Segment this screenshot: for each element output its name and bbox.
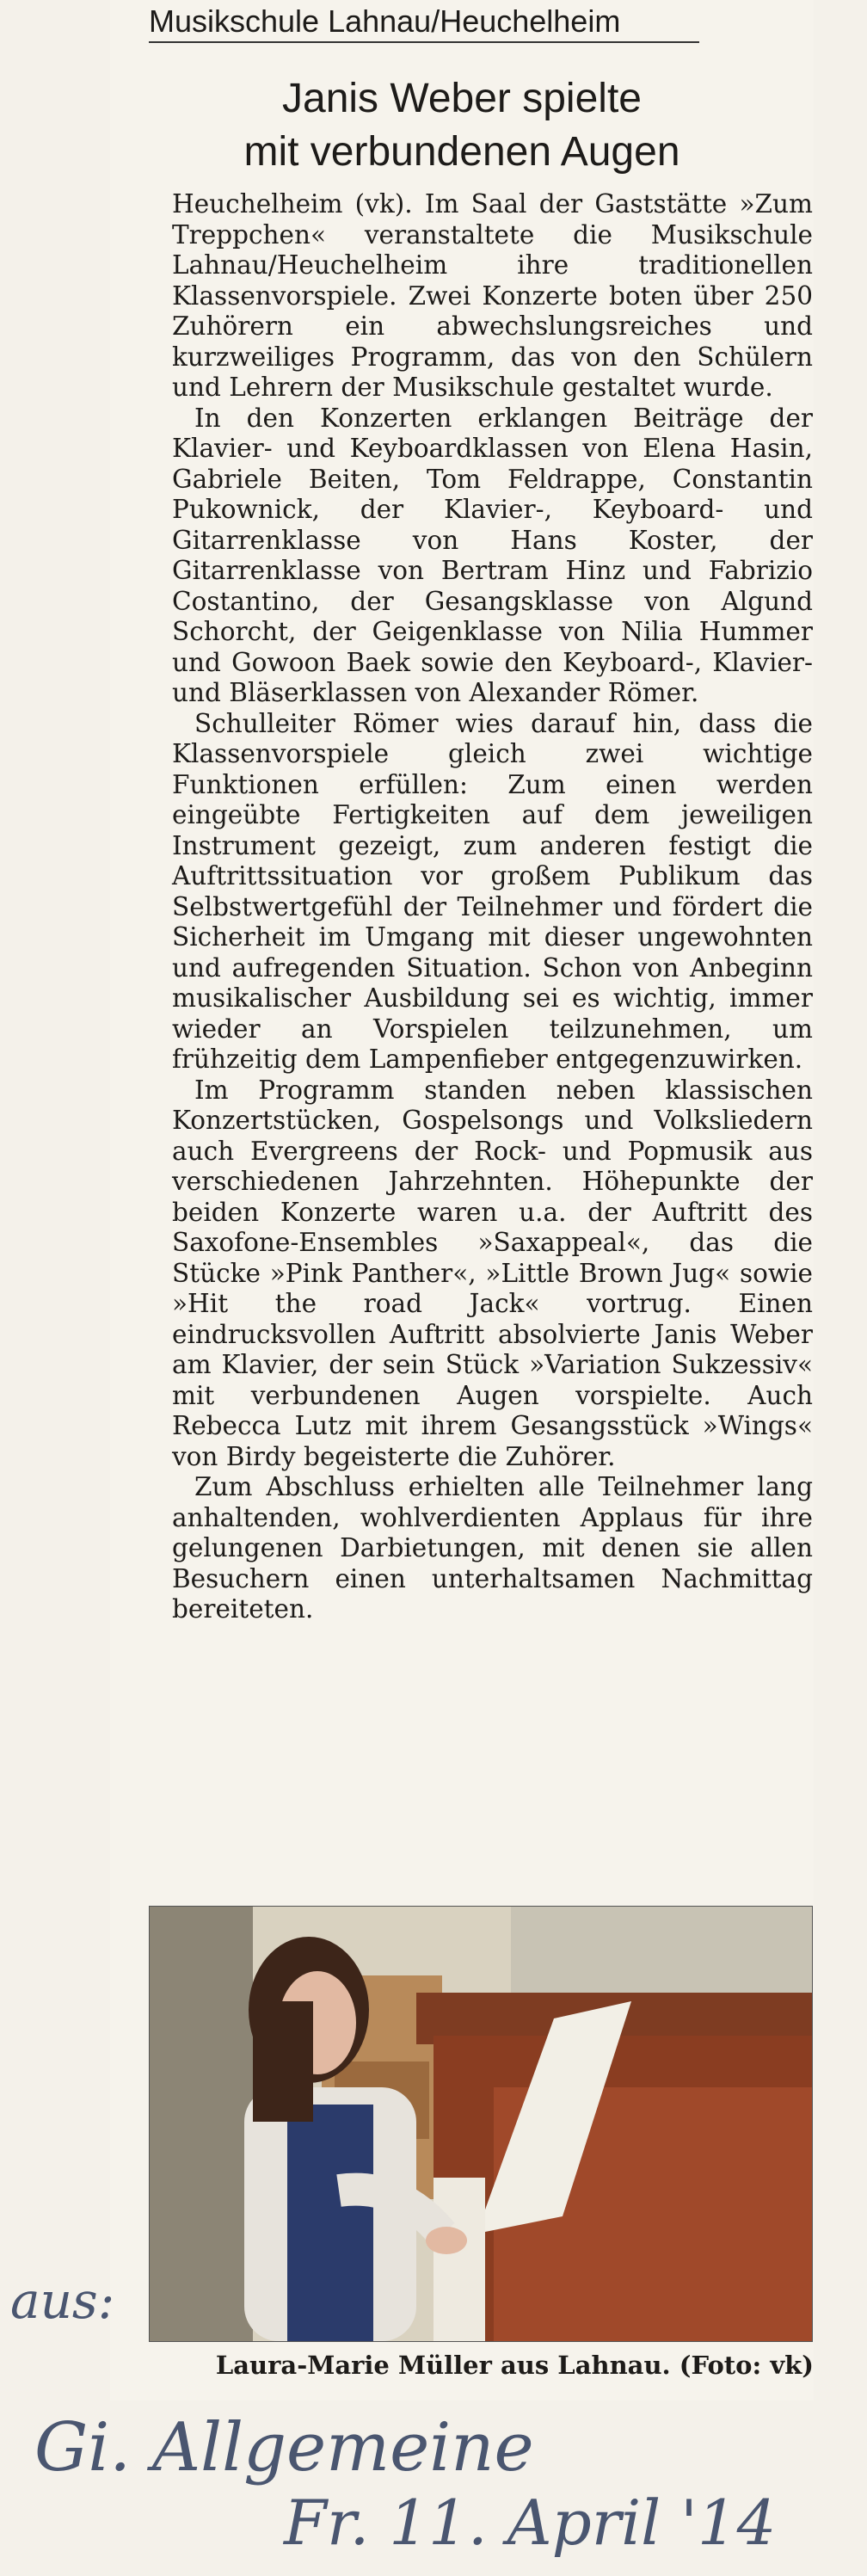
paragraph-5: Zum Abschluss erhielten alle Teilnehmer lang anhaltenden, wohlverdienten Applaus für ihre gelungenen Darbietungen, mit denen sie allen Besuchern einen unterhaltsamen Nachmittag bereiteten.: [172, 1472, 813, 1624]
article-body: [172, 189, 813, 1625]
paragraph-4: Im Programm standen neben klassischen Konzertstücken, Gospelsongs und Volksliedern auch Evergreens der Rock- und Popmusik aus verschiedenen Jahrzehnten. Höhepunkte der beiden Konzerte waren u.a. der Auftritt des Saxofone-Ensembles »Saxappeal«, das die Stücke »Pink Panther«, »Little Brown Jug« sowie »Hit the road Jack« vortrug. Einen eindrucksvollen Auftritt absolvierte Janis Weber am Klavier, der sein Stück »Variation Sukzessiv« mit verbundenen Augen vorspielte. Auch Rebecca Lutz mit ihrem Gesangsstück »Wings« von Birdy begeisterte die Zuhörer.: [172, 1075, 813, 1471]
headline-line-1: Janis Weber spielte: [282, 76, 642, 121]
newspaper-clipping: [110, 0, 814, 2400]
section-kicker: Musikschule Lahnau/Heuchelheim: [149, 3, 699, 43]
article-photo: [149, 1906, 813, 2342]
photo-caption: Laura-Marie Müller aus Lahnau. (Foto: vk): [215, 2351, 814, 2380]
handwritten-note-date: Fr. 11. April '14: [284, 2487, 777, 2559]
paragraph-3: Schulleiter Römer wies darauf hin, dass die Klassenvorspiele gleich zwei wichtige Funktionen erfüllen: Zum einen werden eingeübte Fertigkeiten auf dem jeweiligen Instrument gezeigt, zum anderen festigt die Auftrittssituation vor großem Publikum das Selbstwertgefühl der Teilnehmer und fördert die Sicherheit im Umgang mit dieser ungewohnten und aufregenden Situation. Schon von Anbeginn musikalischer Ausbildung sei es wichtig, immer wieder an Vorspielen teilzunehmen, um frühzeitig dem Lampenfieber entgegenzuwirken.: [172, 708, 813, 1074]
handwritten-note-source-label: aus:: [10, 2271, 115, 2330]
paragraph-2: In den Konzerten erklangen Beiträge der Klavier- und Keyboardklassen von Elena Hasin, Gabriele Beiten, Tom Feldrappe, Constantin Pukownick, der Klavier-, Keyboard- und Gitarrenklasse von Hans Koster, der Gitarrenklasse von Bertram Hinz und Fabrizio Costantino, der Gesangsklasse von Algund Schorcht, der Geigenklasse von Nilia Hummer und Gowoon Baek sowie den Keyboard-, Klavier- und Bläserklassen von Alexander Römer.: [172, 403, 813, 707]
headline: [110, 72, 814, 179]
paragraph-1: Heuchelheim (vk). Im Saal der Gaststätte »Zum Treppchen« veranstaltete die Musikschule Lahnau/Heuchelheim ihre traditionellen Klassenvorspiele. Zwei Konzerte boten über 250 Zuhörern ein abwechslungsreiches und kurzweiliges Programm, das von den Schülern und Lehrern der Musikschule gestaltet wurde.: [172, 189, 813, 402]
handwritten-note-newspaper: Gi. Allgemeine: [34, 2409, 534, 2487]
headline-line-2: mit verbundenen Augen: [243, 129, 680, 175]
photo-piano-player: [150, 1907, 812, 2341]
